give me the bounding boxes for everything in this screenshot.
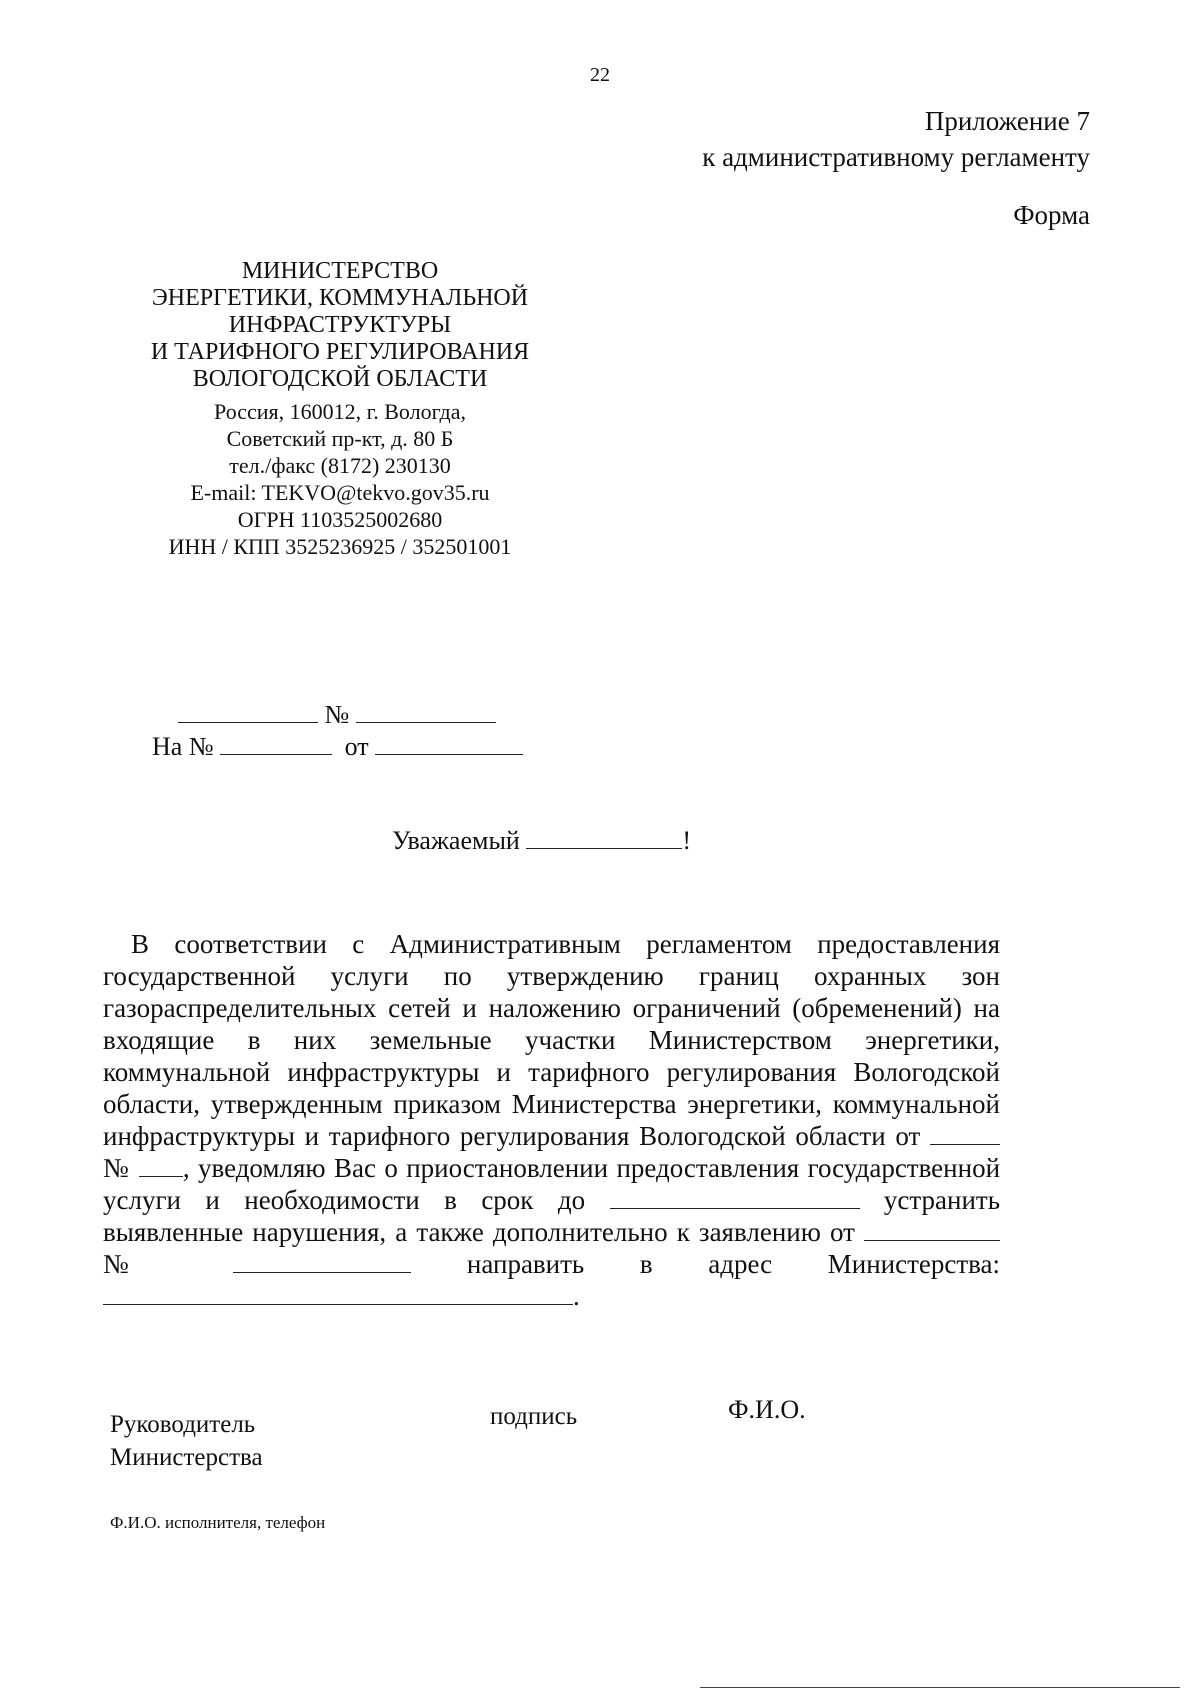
body-part-3: устранить выявленные нарушения, а также дополнительно к заявлению от — [103, 1185, 1001, 1247]
executor-info: Ф.И.О. исполнителя, телефон — [110, 1513, 326, 1532]
address-line-1: Россия, 160012, г. Вологда, — [214, 399, 466, 424]
ministry-name-line: ИНФРАСТРУКТУРЫ — [228, 312, 452, 338]
reply-number-blank[interactable] — [220, 732, 332, 755]
outgoing-registration-line — [178, 700, 496, 730]
reply-registration-line — [152, 732, 523, 762]
order-date-blank[interactable] — [930, 1124, 1000, 1145]
body-part-1: В соответствии с Административным регламентом предоставления государственной услуги по утверждению границ охранных зон газораспределительных сетей и наложению ограничений (обременений) на входящие в них земельные участки Министерством энергетики, коммунальной инфраструктуры и тарифного регулирования Вологодской области, утвержденным приказом Министерства энергетики, коммунальной инфраструктуры и тарифного регулирования Вологодской области от — [103, 929, 1000, 1151]
appendix-title: Приложение 7 — [924, 106, 1090, 136]
appendix-subtitle: к административному регламенту — [702, 142, 1090, 172]
greeting-suffix: ! — [682, 826, 692, 855]
outgoing-date-blank[interactable] — [178, 700, 318, 723]
email-line: E-mail: TEKVO@tekvo.gov35.ru — [190, 480, 490, 505]
ministry-name-line: И ТАРИФНОГО РЕГУЛИРОВАНИЯ — [150, 339, 530, 365]
documents-list-blank[interactable] — [103, 1284, 573, 1305]
ogrn-line: ОГРН 1103525002680 — [237, 507, 443, 532]
number-sign: № — [324, 700, 350, 729]
inn-kpp-line: ИНН / КПП 3525236925 / 352501001 — [168, 534, 512, 559]
greeting-line — [392, 826, 691, 856]
application-date-blank[interactable] — [864, 1220, 1000, 1241]
ministry-name-line: ВОЛОГОДСКОЙ ОБЛАСТИ — [192, 366, 488, 392]
form-label: Форма — [1013, 200, 1090, 230]
reply-prefix: На № — [152, 732, 214, 761]
ministry-contacts-block — [120, 398, 560, 560]
body-end: . — [573, 1281, 580, 1311]
greeting-prefix: Уважаемый — [392, 826, 520, 855]
address-line-2: Советский пр-кт, д. 80 Б — [226, 426, 454, 451]
notification-body — [103, 928, 1000, 1312]
application-number-blank[interactable] — [233, 1252, 411, 1273]
ministry-name-line: ЭНЕРГЕТИКИ, КОММУНАЛЬНОЙ — [151, 285, 529, 311]
page-number: 22 — [590, 64, 610, 86]
ministry-name-block — [120, 258, 560, 393]
signature-label: подпись — [490, 1403, 578, 1430]
from-label: от — [344, 732, 369, 761]
addressee-name-blank[interactable] — [526, 826, 682, 849]
deadline-date-blank[interactable] — [610, 1188, 860, 1209]
reply-date-blank[interactable] — [375, 732, 523, 755]
fio-label: Ф.И.О. — [728, 1395, 806, 1424]
body-part-4: направить в адрес Министерства: — [466, 1249, 1001, 1279]
signer-position — [110, 1408, 263, 1474]
body-number-sign-2: № — [103, 1249, 178, 1279]
body-number-sign: № — [103, 1153, 131, 1183]
phone-line: тел./факс (8172) 230130 — [229, 453, 451, 478]
body-part-2: , уведомляю Вас о приостановлении предоставления государственной услуги и необходимости в срок до — [103, 1153, 1001, 1215]
order-number-blank[interactable] — [139, 1156, 183, 1177]
signer-position-line-2: Министерства — [110, 1444, 263, 1471]
footer-divider — [700, 1687, 1180, 1688]
outgoing-number-blank[interactable] — [356, 700, 496, 723]
ministry-name-line: МИНИСТЕРСТВО — [241, 258, 439, 284]
signer-position-line-1: Руководитель — [110, 1411, 256, 1438]
